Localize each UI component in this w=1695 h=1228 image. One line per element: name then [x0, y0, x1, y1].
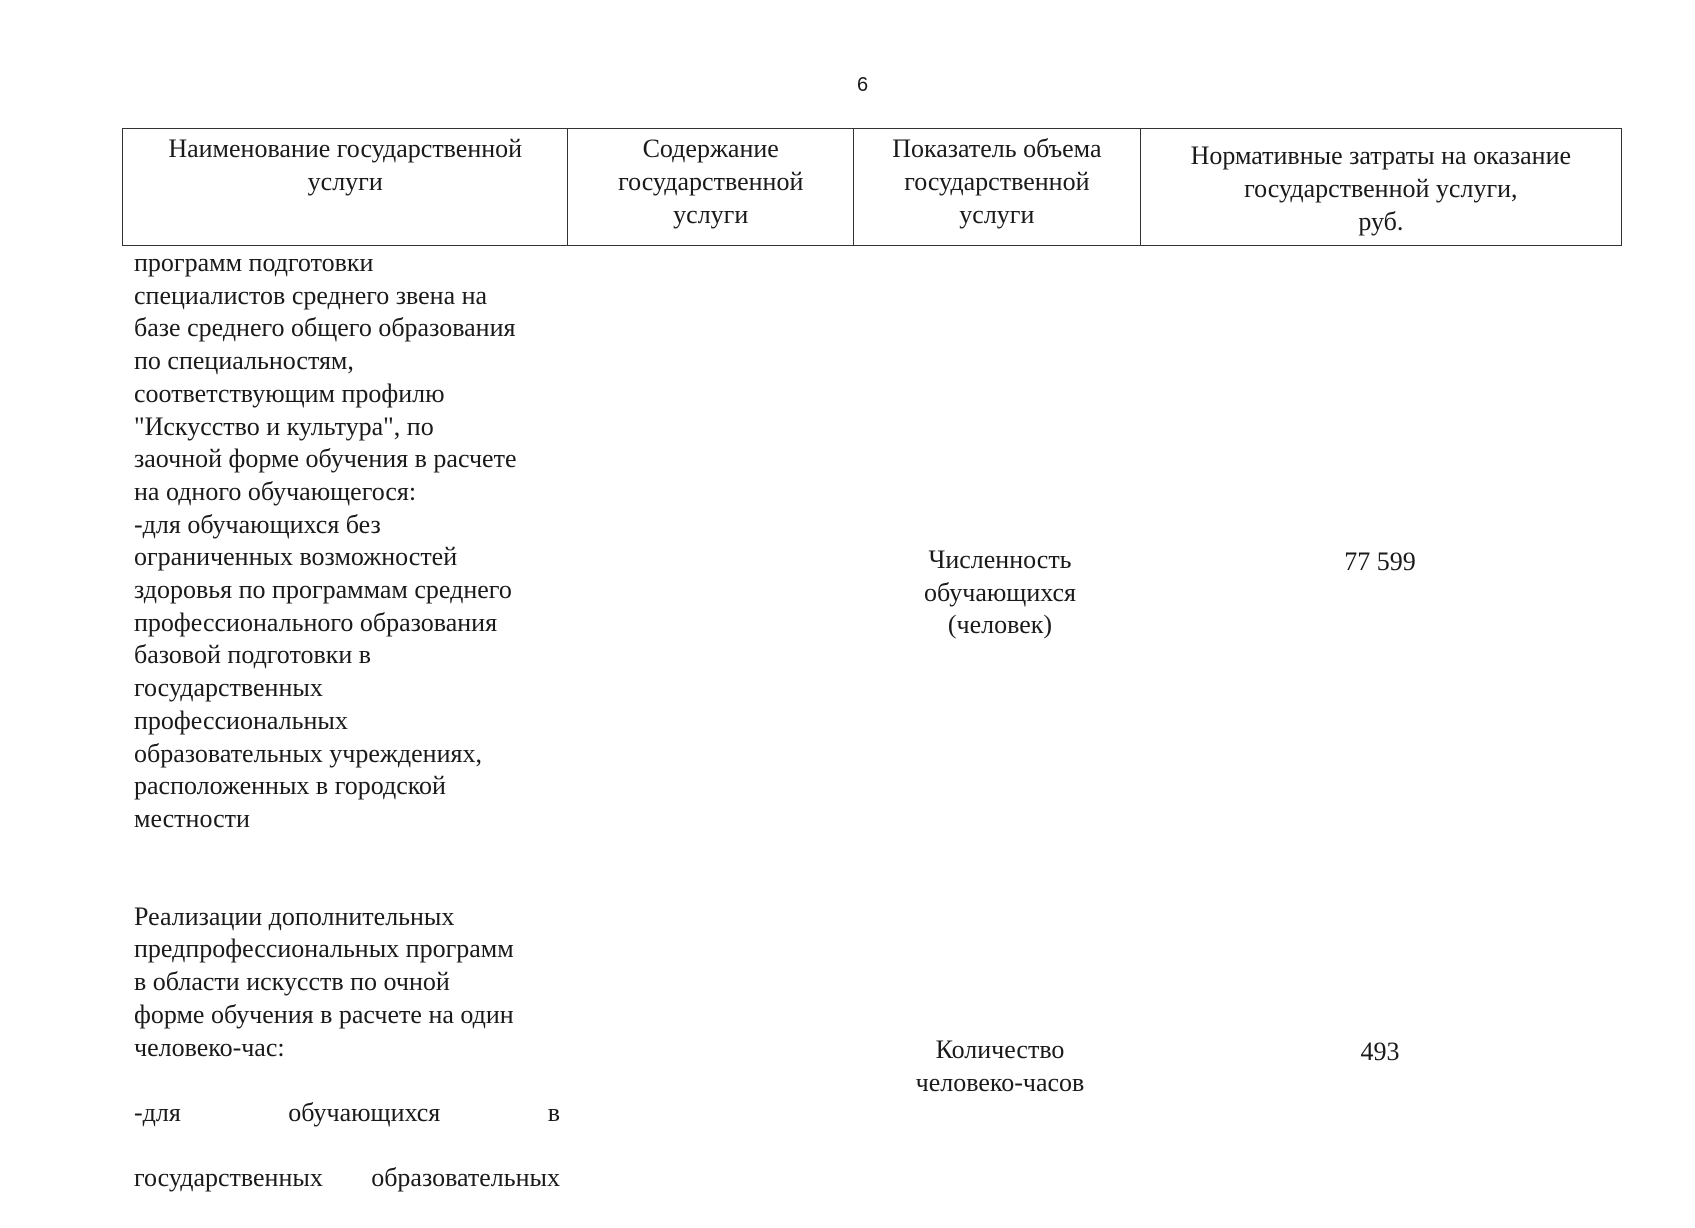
page-number: 6	[856, 74, 869, 96]
word: в	[547, 1097, 560, 1127]
word: образовательных	[371, 1163, 560, 1193]
row-2-service-name	[134, 868, 564, 1228]
table-header	[122, 128, 1622, 246]
header-service-name: Наименование государственной услуги	[123, 129, 568, 245]
header-service-content: Содержание государственной услуги	[568, 129, 854, 245]
word: государственных	[134, 1163, 323, 1193]
row-2-service-name-text: Реализации дополнительных предпрофессиональных программ в области искусств по очной форме обучения в расчете на один человеко-час:	[134, 901, 514, 1062]
row-2-volume-indicator: Количество человеко-часов	[915, 1035, 1085, 1097]
row-2-justified-line-1	[134, 1097, 560, 1130]
row-2-justified-line-2	[134, 1162, 560, 1195]
word: -для	[134, 1097, 181, 1127]
header-normative-cost: Нормативные затраты на оказание государственной услуги, руб.	[1190, 141, 1572, 236]
row-1-volume-indicator: Численность обучающихся (человек)	[924, 545, 1076, 640]
header-volume-indicator: Показатель объема государственной услуги	[854, 129, 1141, 245]
word: обучающихся	[288, 1097, 441, 1127]
row-2-normative-cost: 493	[1360, 1037, 1400, 1066]
row-1-normative-cost: 77 599	[1344, 547, 1416, 576]
row-1-service-name: программ подготовки специалистов среднего звена на базе среднего общего образования по специальностям, соответствующим профилю "Искусство и культура", по заочной форме обучения в расчете на одного обучающегося: -для обучающихся без ограниченных возможностей здоровья по программам среднего профессионального образования базовой подготовки в государственных профессиональных образовательных учреждениях, расположенных в городской местности	[134, 248, 517, 833]
